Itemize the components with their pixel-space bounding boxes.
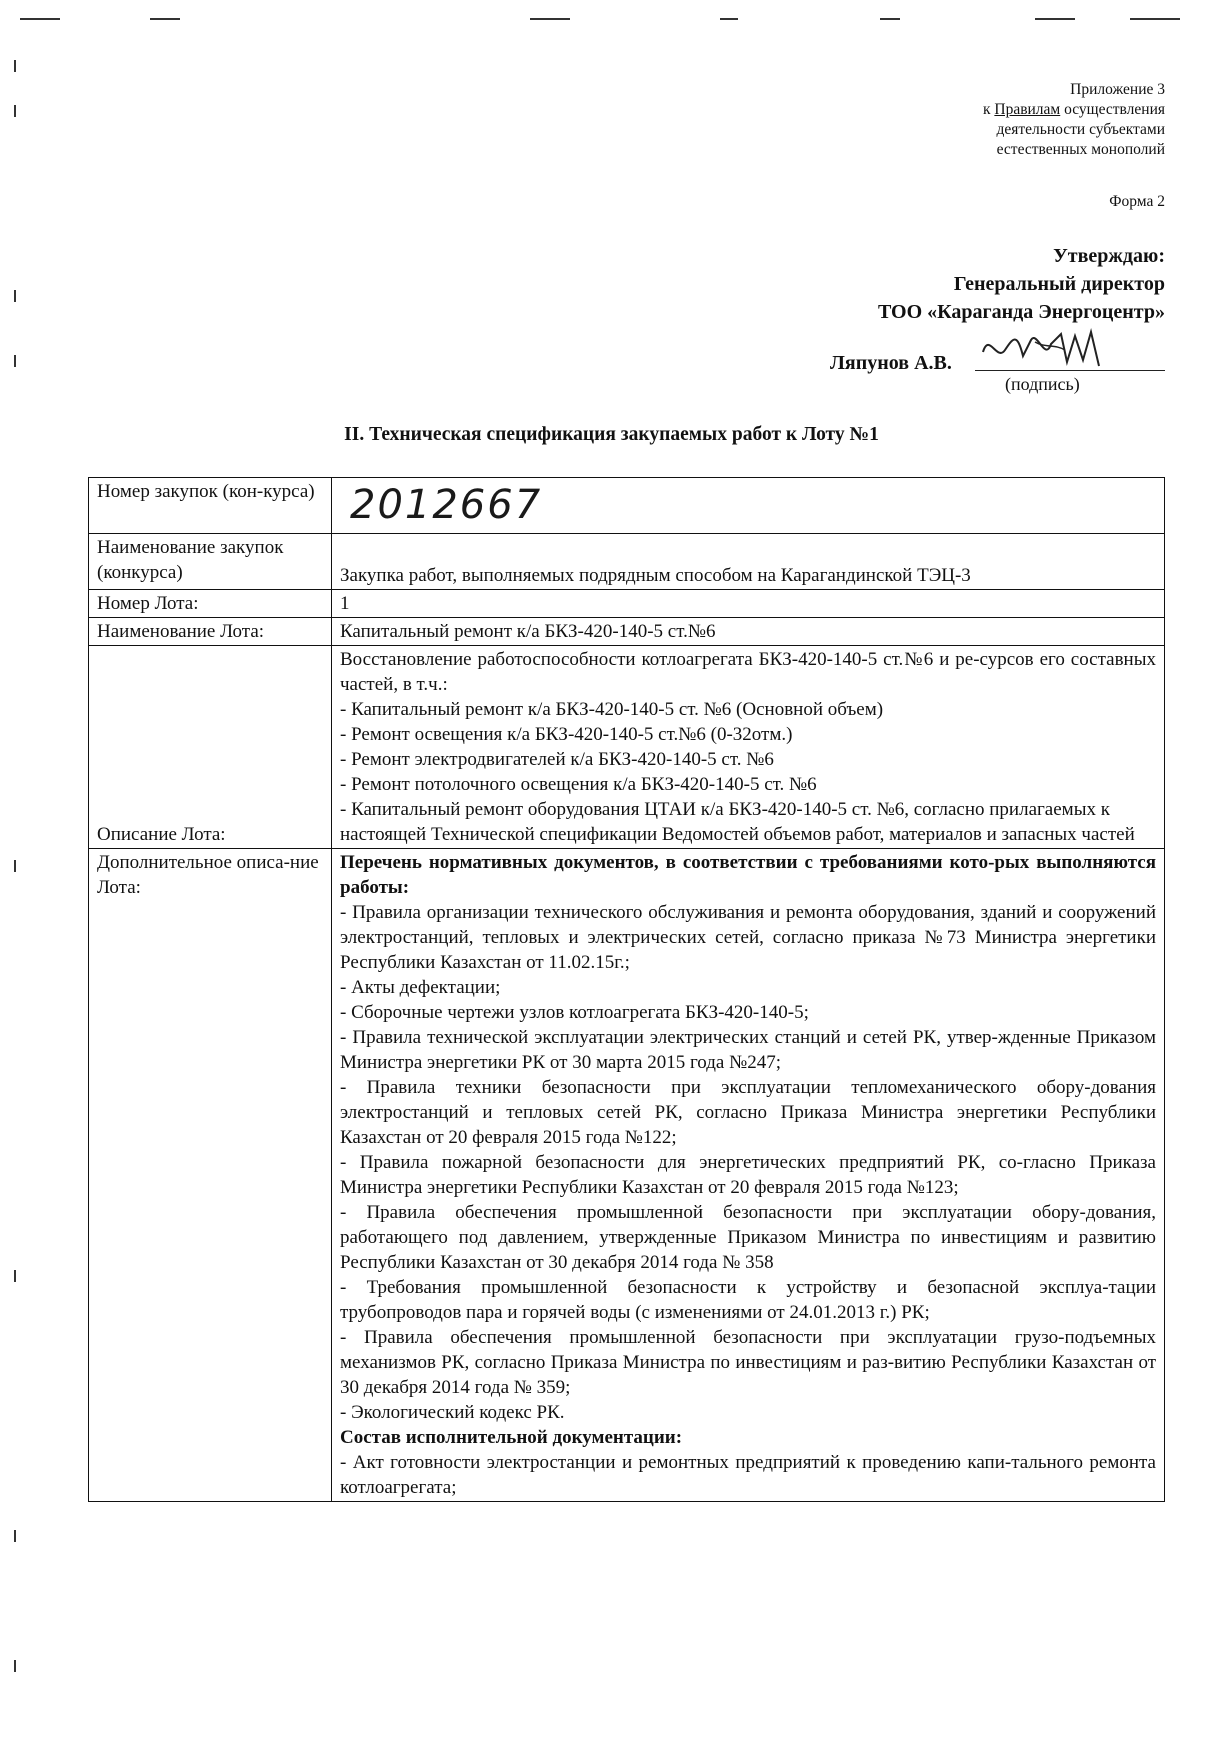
table-row xyxy=(89,646,1165,849)
normative-doc-item: - Сборочные чертежи узлов котлоагрегата БКЗ-420-140-5; xyxy=(340,1002,809,1023)
normative-doc-item: - Правила обеспечения промышленной безопасности при эксплуатации обору-дования, работающего под давлением, утвержденные Приказом Министра по инвестициям и развитию Республики Казахстан от 30 декабря 2014 года № 358 xyxy=(340,1202,1156,1273)
scan-edge-mark xyxy=(1035,18,1075,20)
procurement-name-cell xyxy=(332,534,1165,590)
lot-description-line: - Ремонт потолочного освещения к/а БКЗ-420-140-5 ст. №6 xyxy=(340,774,817,795)
lot-name-value: Капитальный ремонт к/а БКЗ-420-140-5 ст.№6 xyxy=(332,618,1165,646)
annex-line: деятельности субъектами xyxy=(996,121,1165,138)
approval-line: Генеральный директор xyxy=(953,273,1165,295)
table-row xyxy=(89,534,1165,590)
scan-edge-mark xyxy=(14,355,16,367)
scan-edge-mark xyxy=(14,1270,16,1282)
scan-edge-mark xyxy=(530,18,570,20)
annex-prefix: к xyxy=(982,101,995,118)
lot-number-label: Номер Лота: xyxy=(89,590,332,618)
extra-description-value xyxy=(332,849,1165,1502)
table-row xyxy=(89,478,1165,534)
lot-description-line: - Капитальный ремонт к/а БКЗ-420-140-5 ст. №6 (Основной объем) xyxy=(340,699,884,720)
normative-doc-item: - Требования промышленной безопасности к устройству и безопасной эксплуа-тации трубопроводов пара и горячей воды (с изменениями от 24.01.2013 г.) РК; xyxy=(340,1277,1156,1323)
scan-edge-mark xyxy=(14,290,16,302)
procurement-name-label: Наименование закупок (конкурса) xyxy=(89,534,332,590)
approval-block xyxy=(878,242,1165,326)
annex-reference xyxy=(983,80,1165,160)
normative-doc-item: - Акты дефектации; xyxy=(340,977,501,998)
normative-docs-heading: Перечень нормативных документов, в соответствии с требованиями кото-рых выполняются работы: xyxy=(340,852,1156,898)
scan-edge-mark xyxy=(14,60,16,72)
lot-description-line: - Ремонт электродвигателей к/а БКЗ-420-140-5 ст. №6 xyxy=(340,749,774,770)
lot-description-line: - Ремонт освещения к/а БКЗ-420-140-5 ст.№6 (0-32отм.) xyxy=(340,724,793,745)
lot-description-line: - Капитальный ремонт оборудования ЦТАИ к/а БКЗ-420-140-5 ст. №6, согласно прилагаемых к настоящей Технической спецификации Ведомостей объемов работ, материалов и запасных частей xyxy=(340,799,1135,845)
form-number: Форма 2 xyxy=(1109,193,1165,210)
lot-description-value xyxy=(332,646,1165,849)
scan-edge-mark xyxy=(880,18,900,20)
signature-caption: (подпись) xyxy=(1005,374,1080,394)
scan-edge-mark xyxy=(720,18,738,20)
normative-doc-item: - Правила пожарной безопасности для энергетических предприятий РК, со-гласно Приказа Министра энергетики Республики Казахстан от 20 февраля 2015 года №123; xyxy=(340,1152,1156,1198)
lot-description-label: Описание Лота: xyxy=(97,824,226,845)
normative-doc-item: - Правила технической эксплуатации электрических станций и сетей РК, утвер-жденные Приказом Министра энергетики РК от 30 марта 2015 года №247; xyxy=(340,1027,1156,1073)
scan-edge-mark xyxy=(14,1660,16,1672)
normative-doc-item: - Правила обеспечения промышленной безопасности при эксплуатации грузо-подъемных механизмов РК, согласно Приказа Министра по инвестициям и раз-витию Республики Казахстан от 30 декабря 2014 года № 359; xyxy=(340,1327,1156,1398)
documentation-item: - Акт готовности электростанции и ремонтных предприятий к проведению капи-тального ремонта котлоагрегата; xyxy=(340,1452,1156,1498)
lot-name-label: Наименование Лота: xyxy=(89,618,332,646)
annex-line: Приложение 3 xyxy=(1070,81,1165,98)
procurement-number-value xyxy=(332,478,1165,534)
scan-edge-mark xyxy=(150,18,180,20)
signature-line xyxy=(975,370,1165,371)
procurement-name-value: Закупка работ, выполняемых подрядным способом на Карагандинской ТЭЦ-3 xyxy=(340,565,971,586)
annex-line: естественных монополий xyxy=(996,141,1165,158)
scan-edge-mark xyxy=(14,860,16,872)
lot-description-line: Восстановление работоспособности котлоагрегата БКЗ-420-140-5 ст.№6 и ре-сурсов его составных частей, в т.ч.: xyxy=(340,649,1156,695)
scan-edge-mark xyxy=(14,105,16,117)
approval-line: ТОО «Караганда Энергоцентр» xyxy=(877,301,1165,323)
scan-edge-mark xyxy=(1130,18,1180,20)
rules-link[interactable]: Правилам xyxy=(994,101,1061,118)
procurement-number-label: Номер закупок (кон-курса) xyxy=(89,478,332,534)
table-row xyxy=(89,618,1165,646)
lot-number-value: 1 xyxy=(332,590,1165,618)
scan-edge-mark xyxy=(20,18,60,20)
normative-doc-item: - Правила организации технического обслуживания и ремонта оборудования, зданий и сооружений электростанций, тепловых и электрических сетей, согласно приказа №73 Министра энергетики Республики Казахстан от 11.02.15г.; xyxy=(340,902,1156,973)
scan-edge-mark xyxy=(14,1530,16,1542)
extra-description-label: Дополнительное описа-ние Лота: xyxy=(89,849,332,1502)
normative-doc-item: - Правила техники безопасности при эксплуатации тепломеханического обору-дования электростанций и тепловых сетей РК, согласно Приказа Министра энергетики Республики Казахстан от 20 февраля 2015 года №122; xyxy=(340,1077,1156,1148)
lot-description-label-cell xyxy=(89,646,332,849)
annex-line xyxy=(983,100,1165,120)
annex-suffix: осуществления xyxy=(1060,101,1165,118)
normative-doc-item: - Экологический кодекс РК. xyxy=(340,1402,565,1423)
signer-name: Ляпунов А.В. xyxy=(830,352,952,374)
section-title: II. Техническая спецификация закупаемых работ к Лоту №1 xyxy=(344,424,879,445)
table-row xyxy=(89,590,1165,618)
handwritten-number: 2012667 xyxy=(350,482,543,528)
approval-line: Утверждаю: xyxy=(1053,245,1165,267)
table-row xyxy=(89,849,1165,1502)
documentation-heading: Состав исполнительной документации: xyxy=(340,1427,683,1448)
spec-table xyxy=(88,477,1165,1502)
